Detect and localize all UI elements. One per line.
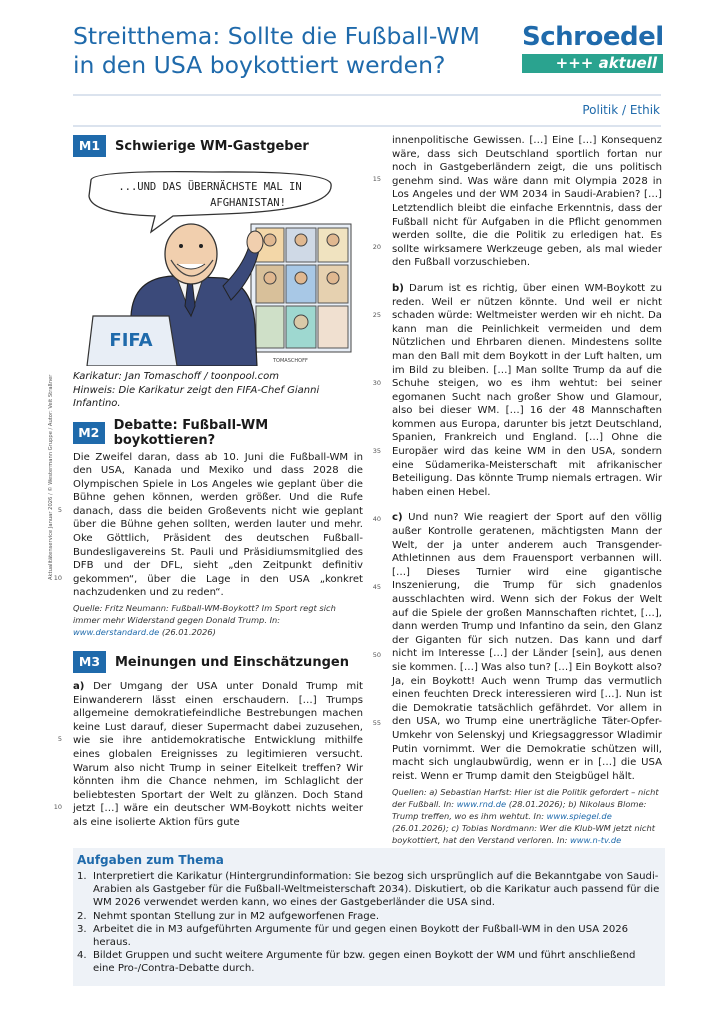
line-number: 15 — [372, 175, 381, 183]
m3-c-label: c) — [392, 512, 403, 524]
caption-credit: Karikatur: Jan Tomaschoff / toonpool.com — [73, 371, 280, 382]
m3-c-content: Und nun? Wie reagiert der Sport auf den völlig außer Kontrolle geratenen, mächtigsten Mann der Welt, der ja unter anderem auch Transgender-Athletinnen aus dem Frauensport verbannen will. […] Dieses Turnier wird eine gigantische Inszenierung, die Trump für sich gnadenlos ausschlachten wird. Wenn sich der Fokus der Welt auf die Spiele der großen Mannschaften richtet, […], dann werden Trump und Infantino da sein, den Glanz der Giganten für sich nutzen. Das kann und darf nicht im Interesse […] der Länder [sein], aus denen sie kommen. […] Was also tun? […] Ein Boykott also? Ja, ein Boykott! Auch wenn Trump das vermutlich einen feuchten Dreck interessieren wird […]. Nun ist die Demokratie tatsächlich gefährdet. Vor allem in den USA, wo Trump eine unerträgliche Täter-Opfer-Umkehr von Selenskyj und Kriegsaggressor Wladimir Putin vornimmt. Wer die Demokratie schützen will, macht sich unglaubwürdig, wenn er in […] die USA reist. Wenn er Trump damit den Steigbügel hält. — [392, 512, 662, 782]
tasks-title: Aufgaben zum Thema — [77, 853, 224, 867]
fifa-label: FIFA — [109, 330, 153, 351]
task-item — [77, 923, 660, 949]
speech-text-2: AFGHANISTAN! — [210, 197, 286, 209]
line-number: 5 — [57, 735, 62, 744]
m3-title: Meinungen und Einschätzungen — [115, 654, 349, 670]
m3-a-body — [53, 680, 363, 830]
task-text: Bildet Gruppen und sucht weitere Argumente für bzw. gegen einen Boykott der WM und führt anschließend eine Pro-/Contra-Debatte durch. — [93, 950, 636, 975]
title-line-2: in den USA boykottiert werden? — [73, 51, 446, 79]
m2-source-link[interactable]: www.derstandard.de — [73, 627, 160, 638]
m1-tag: M1 — [73, 135, 106, 157]
m3-right-body — [372, 134, 662, 783]
schroedel-logo — [522, 22, 663, 73]
line-number: 25 — [372, 311, 381, 319]
m2-heading — [73, 417, 363, 448]
m2-tag: M2 — [73, 422, 105, 444]
line-number: 55 — [372, 719, 381, 727]
m2-source-text: Quelle: Fritz Neumann: Fußball-WM-Boykott? Im Sport regt sich immer mehr Widerstand gegen Donald Trump. In: — [73, 603, 336, 626]
line-number: 45 — [372, 583, 381, 591]
m3-c-text — [392, 511, 662, 783]
line-number: 10 — [53, 573, 62, 582]
speech-text-1: ...UND DAS ÜBERNÄCHSTE MAL IN — [118, 181, 302, 193]
m3-source-b: (28.01.2026); b) Nikolaus Blome: Trump treffen, wo es ihm wehtut. In: — [392, 799, 647, 822]
caption-note: Hinweis: Die Karikatur zeigt den FIFA-Chef Gianni Infantino. — [73, 384, 320, 409]
line-number: 40 — [372, 515, 381, 523]
m2-body — [53, 451, 363, 601]
m2-text: Die Zweifel daran, dass ab 10. Juni die Fußball-WM in den USA, Kanada und Mexiko und dass 2028 die Olympischen Spiele in Los Angeles wie geplant über die Bühne gehen können, werden größer. Und die Rufe danach, dass die beiden Großevents nicht wie geplant über die Bühne gehen sollten, werden lauter und mehr. Oke Göttlich, Präsident des deutschen Fußball-Bundesligavereins St. Pauli und Präsidiumsmitglied des DFB und der DFL, sieht „den Zeitpunkt definitiv gekommen“, über die Lage in den USA „konkret nachzudenken und zu reden“. — [73, 451, 363, 599]
line-number: 30 — [372, 379, 381, 387]
task-text: Arbeitet die in M3 aufgeführten Argumente für und gegen einen Boykott der Fußball-WM in den USA 2026 heraus. — [93, 923, 629, 949]
task-number: 1. — [77, 871, 87, 882]
m3-a-continued: innenpolitische Gewissen. […] Eine […] Konsequenz wäre, dass sich Deutschland sportlich fortan nur noch in Gastgeberländern zeigt, die uns politisch genehm sind. Was wäre dann mit Olympia 2028 in Los Angeles und der WM 2034 in Saudi-Arabien? […] Letztendlich bleibt die einfache Erkenntnis, dass der Fußball nicht für Aufgaben in die Pflicht genommen werden sollte, die die Politik zu erledigen hat. Es sollte wirksamere Werkzeuge geben, als mal wieder den Fußball vorzuschieben. — [392, 135, 662, 269]
task-text: Interpretiert die Karikatur (Hintergrundinformation: Sie bezog sich ursprünglich auf die Bekanntgabe von Saudi-Arabien als Gastgeber für die Fußball-Weltmeisterschaft 2034). Diskutiert, ob die Karikatur auch passend für die WM 2026 verwendet werden kann, wo eines der Gastgeberländer die USA sind. — [93, 871, 660, 909]
line-number: 50 — [372, 651, 381, 659]
line-number: 20 — [372, 243, 381, 251]
m3-source-a: Quellen: a) Sebastian Harfst: Hier ist die Politik gefordert – nicht der Fußball. In: — [392, 787, 659, 810]
m3-a-label: a) — [73, 681, 85, 693]
m3-a-text — [73, 680, 363, 830]
m3-b-label: b) — [392, 282, 404, 294]
cartoon — [73, 166, 357, 366]
tasks-box — [73, 848, 665, 986]
task-item — [77, 870, 660, 910]
m3-b-content: Darum ist es richtig, über einen WM-Boykott zu reden. Weil er nützen könnte. Und weil er nicht schaden würde: Weltmeister werden wir eh nicht. Da kann man die Peinlichkeit vermeiden und dem Nützlichen und Ehrbaren dienen. Mindestens sollte man den Ball mit dem Boykott in der Luft halten, um im Bild zu bleiben. […] Man sollte Trump da auf die Schuhe steigen, wo es ihm wehtut: bei seiner egomanen Sucht nach großer Show und Glamour, also bei dieser WM. […] 16 der 48 Mannschaften kommen aus Europa, darunter bis jetzt Deutschland, Spanien, Frankreich und England. […] Ohne die Europäer wird das keine WM in den USA, sondern eine Südamerika-Meisterschaft mit afrikanischer Beteiligung. Das könnte Trump niemals ertragen. Wir haben einen Hebel. — [392, 282, 662, 498]
m1-caption — [73, 370, 363, 411]
cartoon-drawing — [73, 166, 357, 366]
m2-source-date: (26.01.2026) — [159, 627, 216, 638]
logo-name: Schroedel — [522, 22, 664, 52]
task-text: Nehmt spontan Stellung zur in M2 aufgeworfenen Frage. — [93, 910, 380, 922]
subject-divider — [73, 125, 661, 127]
m3-tag: M3 — [73, 651, 106, 673]
m3-source-link-a[interactable]: www.rnd.de — [456, 799, 507, 810]
page-title — [73, 22, 513, 80]
m3-source-link-b[interactable]: www.spiegel.de — [546, 811, 612, 822]
m2-source — [73, 602, 363, 638]
cartoon-signature: TOMASCHOFF — [273, 358, 308, 364]
m3-b-text — [392, 282, 662, 500]
m3-source-c: (26.01.2026); c) Tobias Nordmann: Wer die Klub-WM jetzt nicht boykottiert, hat den Verstand verloren. In: — [392, 823, 655, 846]
task-number: 2. — [77, 910, 87, 922]
title-line-1: Streitthema: Sollte die Fußball-WM — [73, 22, 480, 50]
task-item — [77, 910, 660, 923]
copyright-sideline: Aktualitätenservice Januar 2026 / © Westermann Gruppe / Autor: Veit Straßner — [48, 374, 54, 580]
right-column — [372, 134, 662, 858]
task-number: 3. — [77, 923, 87, 935]
task-item — [77, 949, 660, 975]
m1-heading — [73, 134, 363, 158]
subject-label: Politik / Ethik — [582, 103, 660, 117]
left-column — [53, 134, 363, 830]
m2-title: Debatte: Fußball-WM boykottieren? — [113, 417, 269, 448]
m3-heading — [73, 650, 363, 674]
m3-a-content: Der Umgang der USA unter Donald Trump mit Einwanderern lässt einen erschaudern. […] Trumps allgemeine demokratiefeindliche Bestrebungen machen keine Lust darauf, dieser Supermacht dabei zuzusehen, wie sie ihre antidemokratische Entwicklung mithilfe eines globalen Ereignisses zu legitimieren versucht. Warum also nicht Trump in seiner Eitelkeit treffen? Wir könnten ihm die Chance nehmen, im Schlaglicht der beliebtesten Sportart der Welt zu glänzen. Doch Stand jetzt […] wäre ein deutscher WM-Boykott nichts weiter als eine isolierte Aktion fürs gute — [73, 681, 363, 828]
task-number: 4. — [77, 950, 87, 962]
m1-title: Schwierige WM-Gastgeber — [115, 138, 309, 154]
header-divider — [73, 94, 661, 96]
line-number: 10 — [53, 803, 62, 812]
m3-source-link-c[interactable]: www.n-tv.de — [570, 835, 622, 846]
logo-subline: +++ aktuell — [522, 54, 663, 73]
line-number: 35 — [372, 447, 381, 455]
line-number: 5 — [57, 505, 62, 514]
